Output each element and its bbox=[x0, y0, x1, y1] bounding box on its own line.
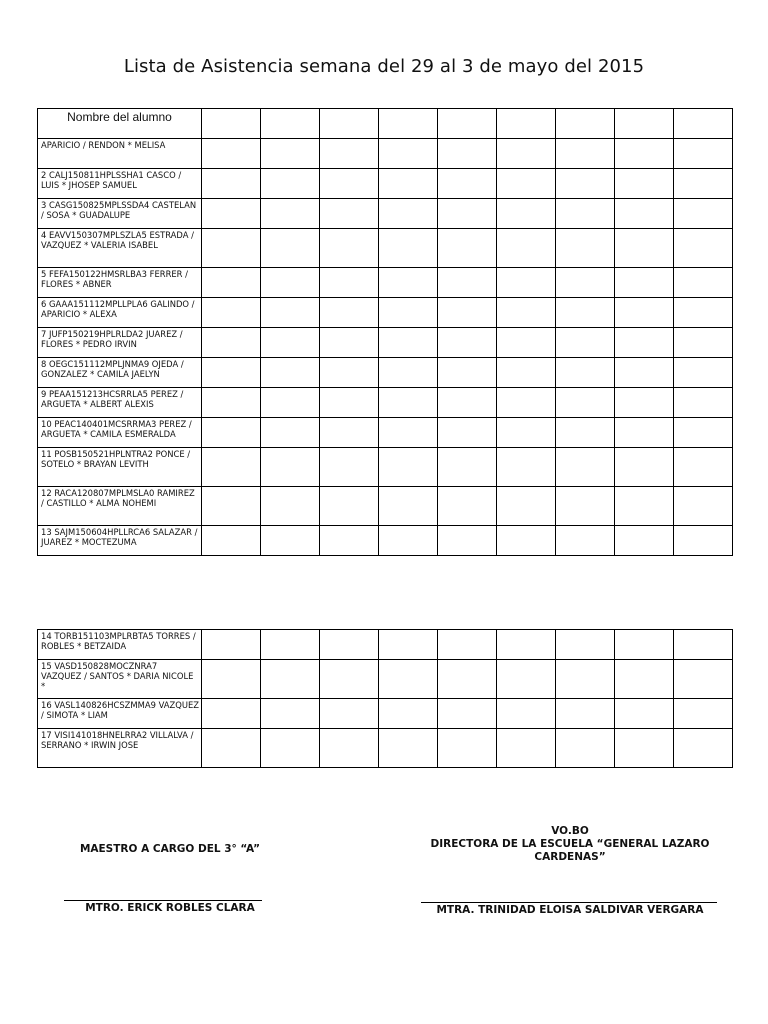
attendance-cell[interactable] bbox=[556, 699, 615, 729]
student-row bbox=[38, 358, 733, 388]
attendance-cell[interactable] bbox=[615, 298, 674, 328]
student-name: 10 PEAC140401MCSRRMA3 PEREZ / ARGUETA * CAMILA ESMERALDA bbox=[38, 418, 202, 448]
attendance-cell[interactable] bbox=[202, 358, 261, 388]
attendance-cell[interactable] bbox=[438, 268, 497, 298]
student-row bbox=[38, 729, 733, 768]
attendance-cell[interactable] bbox=[320, 298, 379, 328]
attendance-cell[interactable] bbox=[556, 448, 615, 487]
attendance-cell[interactable] bbox=[438, 729, 497, 768]
attendance-cell[interactable] bbox=[379, 199, 438, 229]
attendance-cell[interactable] bbox=[261, 526, 320, 556]
attendance-cell[interactable] bbox=[674, 526, 733, 556]
attendance-cell[interactable] bbox=[320, 418, 379, 448]
attendance-cell[interactable] bbox=[438, 169, 497, 199]
attendance-cell[interactable] bbox=[497, 448, 556, 487]
attendance-cell[interactable] bbox=[379, 699, 438, 729]
attendance-cell[interactable] bbox=[556, 199, 615, 229]
attendance-cell[interactable] bbox=[674, 109, 733, 139]
attendance-cell[interactable] bbox=[320, 388, 379, 418]
student-name: 2 CALJ150811HPLSSHA1 CASCO / LUIS * JHOSEP SAMUEL bbox=[38, 169, 202, 199]
student-row bbox=[38, 199, 733, 229]
attendance-cell[interactable] bbox=[674, 729, 733, 768]
attendance-cell[interactable] bbox=[320, 699, 379, 729]
attendance-cell[interactable] bbox=[497, 388, 556, 418]
attendance-cell[interactable] bbox=[320, 169, 379, 199]
attendance-cell[interactable] bbox=[320, 358, 379, 388]
attendance-cell[interactable] bbox=[674, 487, 733, 526]
attendance-table-2 bbox=[37, 629, 733, 768]
attendance-cell[interactable] bbox=[202, 199, 261, 229]
attendance-cell[interactable] bbox=[202, 729, 261, 768]
attendance-cell[interactable] bbox=[556, 526, 615, 556]
student-name: 6 GAAA151112MPLLPLA6 GALINDO / APARICIO * ALEXA bbox=[38, 298, 202, 328]
student-row bbox=[38, 418, 733, 448]
attendance-cell[interactable] bbox=[379, 630, 438, 660]
attendance-cell[interactable] bbox=[615, 630, 674, 660]
attendance-cell[interactable] bbox=[320, 729, 379, 768]
attendance-cell[interactable] bbox=[202, 630, 261, 660]
attendance-cell[interactable] bbox=[615, 660, 674, 699]
student-name: APARICIO / RENDON * MELISA bbox=[38, 139, 202, 169]
attendance-cell[interactable] bbox=[202, 487, 261, 526]
attendance-cell[interactable] bbox=[438, 526, 497, 556]
attendance-cell[interactable] bbox=[674, 229, 733, 268]
attendance-cell[interactable] bbox=[556, 630, 615, 660]
attendance-cell[interactable] bbox=[674, 660, 733, 699]
attendance-cell[interactable] bbox=[320, 328, 379, 358]
student-name: 5 FEFA150122HMSRLBA3 FERRER / FLORES * ABNER bbox=[38, 268, 202, 298]
attendance-cell[interactable] bbox=[379, 418, 438, 448]
vobo-label: VO.BO bbox=[551, 825, 589, 837]
attendance-cell[interactable] bbox=[615, 358, 674, 388]
attendance-cell[interactable] bbox=[202, 268, 261, 298]
attendance-cell[interactable] bbox=[497, 109, 556, 139]
attendance-cell[interactable] bbox=[497, 526, 556, 556]
attendance-cell[interactable] bbox=[202, 699, 261, 729]
student-row bbox=[38, 487, 733, 526]
attendance-cell[interactable] bbox=[261, 169, 320, 199]
attendance-cell[interactable] bbox=[320, 630, 379, 660]
student-row bbox=[38, 328, 733, 358]
attendance-cell[interactable] bbox=[674, 268, 733, 298]
attendance-cell[interactable] bbox=[261, 298, 320, 328]
student-row bbox=[38, 699, 733, 729]
attendance-cell[interactable] bbox=[379, 448, 438, 487]
attendance-cell[interactable] bbox=[556, 139, 615, 169]
student-row bbox=[38, 268, 733, 298]
student-row bbox=[38, 229, 733, 268]
attendance-cell[interactable] bbox=[556, 298, 615, 328]
attendance-cell[interactable] bbox=[497, 298, 556, 328]
attendance-cell[interactable] bbox=[497, 169, 556, 199]
student-name: 8 OEGC151112MPLJNMA9 OJEDA / GONZALEZ * CAMILA JAELYN bbox=[38, 358, 202, 388]
attendance-cell[interactable] bbox=[438, 448, 497, 487]
teacher-title: MAESTRO A CARGO DEL 3° “A” bbox=[79, 843, 261, 855]
student-row bbox=[38, 139, 733, 169]
attendance-cell[interactable] bbox=[320, 448, 379, 487]
attendance-cell[interactable] bbox=[261, 388, 320, 418]
student-name: 3 CASG150825MPLSSDA4 CASTELAN / SOSA * GUADALUPE bbox=[38, 199, 202, 229]
student-name: 12 RACA120807MPLMSLA0 RAMIREZ / CASTILLO * ALMA NOHEMI bbox=[38, 487, 202, 526]
attendance-cell[interactable] bbox=[379, 358, 438, 388]
attendance-cell[interactable] bbox=[379, 526, 438, 556]
attendance-cell[interactable] bbox=[320, 268, 379, 298]
student-row bbox=[38, 298, 733, 328]
page-title: Lista de Asistencia semana del 29 al 3 de mayo del 2015 bbox=[123, 56, 645, 77]
attendance-cell[interactable] bbox=[438, 298, 497, 328]
attendance-cell[interactable] bbox=[497, 418, 556, 448]
attendance-cell[interactable] bbox=[497, 358, 556, 388]
student-name: 16 VASL140826HCSZMMA9 VAZQUEZ / SIMOTA * LIAM bbox=[38, 699, 202, 729]
teacher-name: MTRO. ERICK ROBLES CLARA bbox=[85, 902, 255, 914]
attendance-cell[interactable] bbox=[497, 729, 556, 768]
student-row bbox=[38, 388, 733, 418]
attendance-cell[interactable] bbox=[674, 199, 733, 229]
attendance-cell[interactable] bbox=[379, 169, 438, 199]
attendance-cell[interactable] bbox=[674, 418, 733, 448]
attendance-cell[interactable] bbox=[202, 388, 261, 418]
attendance-cell[interactable] bbox=[438, 418, 497, 448]
attendance-table-1 bbox=[37, 108, 733, 556]
attendance-cell[interactable] bbox=[202, 418, 261, 448]
director-signature-line bbox=[421, 902, 717, 903]
attendance-cell[interactable] bbox=[261, 487, 320, 526]
attendance-cell[interactable] bbox=[438, 139, 497, 169]
attendance-cell[interactable] bbox=[202, 526, 261, 556]
attendance-cell[interactable] bbox=[556, 169, 615, 199]
director-title: DIRECTORA DE LA ESCUELA “GENERAL LAZARO CARDENAS” bbox=[430, 838, 710, 863]
attendance-cell[interactable] bbox=[497, 487, 556, 526]
attendance-cell[interactable] bbox=[615, 109, 674, 139]
attendance-cell[interactable] bbox=[615, 526, 674, 556]
attendance-cell[interactable] bbox=[261, 630, 320, 660]
attendance-cell[interactable] bbox=[556, 268, 615, 298]
attendance-cell[interactable] bbox=[202, 448, 261, 487]
attendance-cell[interactable] bbox=[379, 388, 438, 418]
attendance-cell[interactable] bbox=[497, 199, 556, 229]
attendance-cell[interactable] bbox=[261, 199, 320, 229]
attendance-cell[interactable] bbox=[379, 487, 438, 526]
attendance-cell[interactable] bbox=[320, 660, 379, 699]
student-row bbox=[38, 448, 733, 487]
attendance-cell[interactable] bbox=[615, 199, 674, 229]
attendance-cell[interactable] bbox=[556, 729, 615, 768]
attendance-cell[interactable] bbox=[438, 109, 497, 139]
attendance-cell[interactable] bbox=[320, 139, 379, 169]
attendance-cell[interactable] bbox=[615, 139, 674, 169]
attendance-cell[interactable] bbox=[556, 418, 615, 448]
attendance-cell[interactable] bbox=[556, 660, 615, 699]
attendance-cell[interactable] bbox=[615, 418, 674, 448]
student-name: 15 VASD150828MOCZNRA7 VAZQUEZ / SANTOS * DARIA NICOLE * bbox=[38, 660, 202, 699]
attendance-cell[interactable] bbox=[615, 487, 674, 526]
student-row bbox=[38, 169, 733, 199]
student-name: 17 VISI141018HNELRRA2 VILLALVA / SERRANO * IRWIN JOSE bbox=[38, 729, 202, 768]
attendance-cell[interactable] bbox=[674, 448, 733, 487]
student-row bbox=[38, 630, 733, 660]
attendance-cell[interactable] bbox=[674, 699, 733, 729]
student-name: 4 EAVV150307MPLSZLA5 ESTRADA / VAZQUEZ * VALERIA ISABEL bbox=[38, 229, 202, 268]
student-row bbox=[38, 660, 733, 699]
attendance-cell[interactable] bbox=[202, 109, 261, 139]
attendance-cell[interactable] bbox=[202, 328, 261, 358]
attendance-cell[interactable] bbox=[674, 328, 733, 358]
attendance-cell[interactable] bbox=[615, 729, 674, 768]
attendance-cell[interactable] bbox=[615, 448, 674, 487]
attendance-cell[interactable] bbox=[379, 328, 438, 358]
attendance-cell[interactable] bbox=[261, 109, 320, 139]
attendance-cell[interactable] bbox=[556, 358, 615, 388]
attendance-cell[interactable] bbox=[261, 729, 320, 768]
teacher-signature-line bbox=[64, 900, 262, 901]
attendance-cell[interactable] bbox=[320, 487, 379, 526]
attendance-cell[interactable] bbox=[261, 418, 320, 448]
attendance-cell[interactable] bbox=[556, 229, 615, 268]
attendance-cell[interactable] bbox=[261, 229, 320, 268]
attendance-cell[interactable] bbox=[615, 268, 674, 298]
attendance-cell[interactable] bbox=[202, 229, 261, 268]
attendance-cell[interactable] bbox=[261, 268, 320, 298]
attendance-cell[interactable] bbox=[497, 139, 556, 169]
attendance-cell[interactable] bbox=[438, 358, 497, 388]
attendance-cell[interactable] bbox=[261, 699, 320, 729]
attendance-cell[interactable] bbox=[674, 169, 733, 199]
student-name: 7 JUFP150219HPLRLDA2 JUAREZ / FLORES * PEDRO IRVIN bbox=[38, 328, 202, 358]
attendance-cell[interactable] bbox=[438, 229, 497, 268]
attendance-cell[interactable] bbox=[261, 448, 320, 487]
attendance-cell[interactable] bbox=[674, 298, 733, 328]
attendance-cell[interactable] bbox=[615, 388, 674, 418]
attendance-cell[interactable] bbox=[615, 328, 674, 358]
attendance-cell[interactable] bbox=[497, 229, 556, 268]
attendance-cell[interactable] bbox=[497, 660, 556, 699]
attendance-cell[interactable] bbox=[379, 660, 438, 699]
attendance-cell[interactable] bbox=[674, 358, 733, 388]
student-name: 9 PEAA151213HCSRRLA5 PEREZ / ARGUETA * ALBERT ALEXIS bbox=[38, 388, 202, 418]
attendance-cell[interactable] bbox=[438, 699, 497, 729]
attendance-cell[interactable] bbox=[379, 729, 438, 768]
attendance-cell[interactable] bbox=[615, 169, 674, 199]
attendance-cell[interactable] bbox=[556, 328, 615, 358]
attendance-cell[interactable] bbox=[615, 229, 674, 268]
attendance-cell[interactable] bbox=[320, 229, 379, 268]
attendance-cell[interactable] bbox=[261, 358, 320, 388]
header-row bbox=[38, 109, 733, 139]
attendance-cell[interactable] bbox=[438, 630, 497, 660]
attendance-cell[interactable] bbox=[497, 328, 556, 358]
attendance-cell[interactable] bbox=[497, 268, 556, 298]
student-row bbox=[38, 526, 733, 556]
name-column-header: Nombre del alumno bbox=[38, 109, 202, 139]
attendance-cell[interactable] bbox=[674, 139, 733, 169]
attendance-cell[interactable] bbox=[202, 298, 261, 328]
attendance-cell[interactable] bbox=[438, 388, 497, 418]
attendance-cell[interactable] bbox=[438, 487, 497, 526]
attendance-cell[interactable] bbox=[556, 388, 615, 418]
student-name: 14 TORB151103MPLRBTA5 TORRES / ROBLES * BETZAIDA bbox=[38, 630, 202, 660]
attendance-cell[interactable] bbox=[379, 109, 438, 139]
attendance-cell[interactable] bbox=[202, 169, 261, 199]
attendance-cell[interactable] bbox=[674, 630, 733, 660]
attendance-cell[interactable] bbox=[497, 630, 556, 660]
director-name: MTRA. TRINIDAD ELOISA SALDIVAR VERGARA bbox=[436, 904, 704, 916]
attendance-cell[interactable] bbox=[261, 328, 320, 358]
attendance-cell[interactable] bbox=[438, 199, 497, 229]
attendance-cell[interactable] bbox=[674, 388, 733, 418]
attendance-cell[interactable] bbox=[438, 660, 497, 699]
attendance-cell[interactable] bbox=[320, 199, 379, 229]
attendance-cell[interactable] bbox=[556, 109, 615, 139]
attendance-cell[interactable] bbox=[556, 487, 615, 526]
attendance-cell[interactable] bbox=[497, 699, 556, 729]
student-name: 11 POSB150521HPLNTRA2 PONCE / SOTELO * BRAYAN LEVITH bbox=[38, 448, 202, 487]
attendance-cell[interactable] bbox=[202, 139, 261, 169]
attendance-cell[interactable] bbox=[320, 526, 379, 556]
attendance-cell[interactable] bbox=[320, 109, 379, 139]
attendance-cell[interactable] bbox=[379, 139, 438, 169]
attendance-cell[interactable] bbox=[379, 229, 438, 268]
attendance-cell[interactable] bbox=[615, 699, 674, 729]
attendance-cell[interactable] bbox=[261, 139, 320, 169]
attendance-cell[interactable] bbox=[261, 660, 320, 699]
attendance-cell[interactable] bbox=[379, 268, 438, 298]
attendance-cell[interactable] bbox=[438, 328, 497, 358]
attendance-cell[interactable] bbox=[202, 660, 261, 699]
attendance-cell[interactable] bbox=[379, 298, 438, 328]
student-name: 13 SAJM150604HPLLRCA6 SALAZAR / JUAREZ * MOCTEZUMA bbox=[38, 526, 202, 556]
